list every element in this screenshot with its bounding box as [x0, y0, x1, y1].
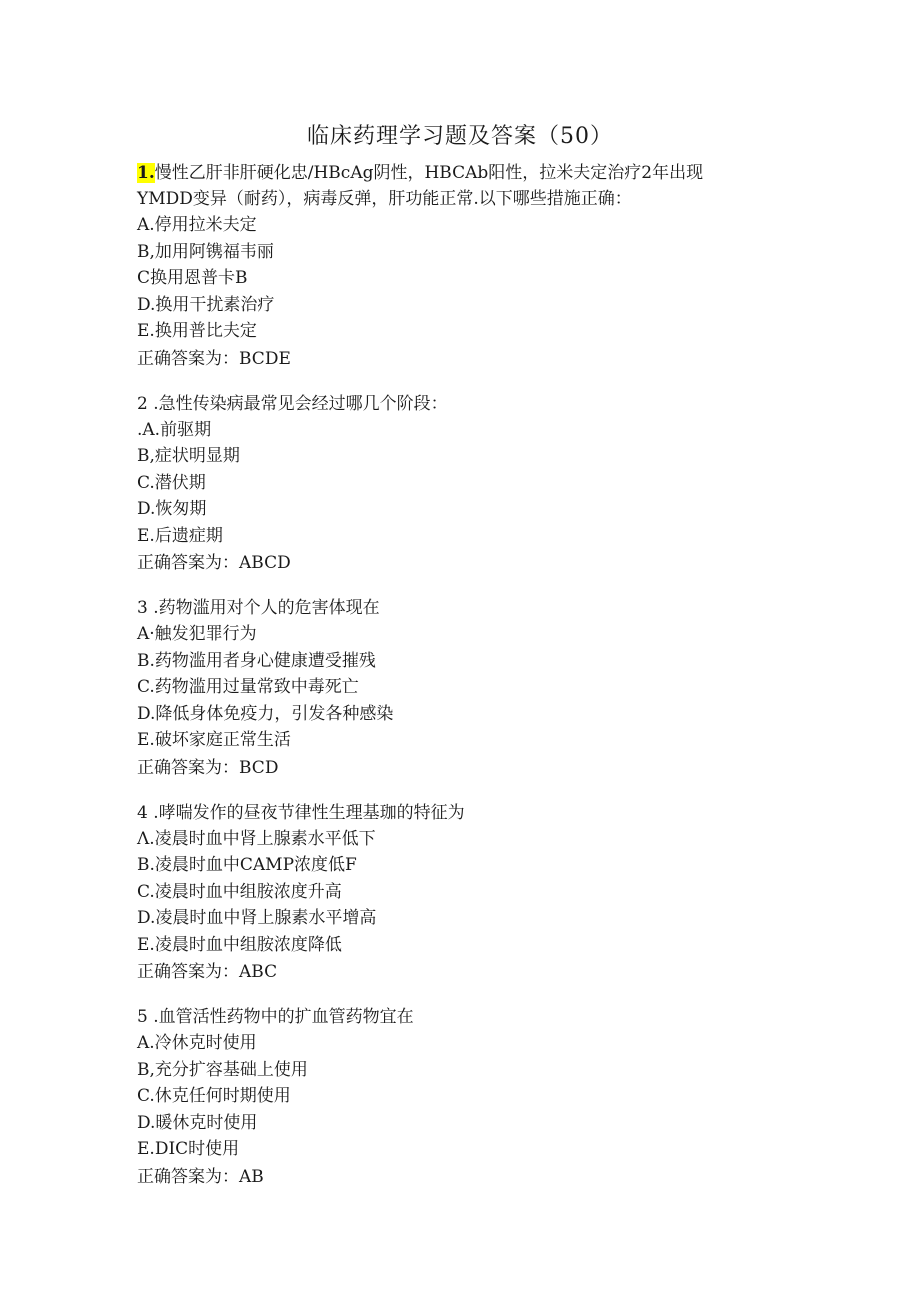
question-stem-line: [137, 160, 777, 186]
question-text: 急性传染病最常见会经过哪几个阶段：: [158, 393, 448, 414]
option-b: B.药物滥用者身心健康遭受摧残: [137, 650, 376, 671]
option-d: D.降低身体免疫力，引发各种感染: [137, 703, 394, 724]
option-b: B,症状明显期: [137, 446, 240, 466]
answer-line: 正确答案为：BCDE: [137, 348, 291, 369]
option-b: B,加用阿镌福韦丽: [137, 241, 274, 262]
question-stem-line: [137, 391, 777, 417]
question-number: 4 .: [137, 802, 159, 823]
question-number: 3 .: [137, 598, 159, 618]
option-c: C.休克任何时期使用: [137, 1086, 291, 1106]
option-a: A.停用拉米夫定: [137, 215, 257, 235]
option-d: D.暖休克时使用: [137, 1112, 258, 1133]
option-e: E.破坏家庭正常生活: [137, 730, 291, 750]
document-title: 临床药理学习题及答案（50）: [307, 124, 613, 149]
answer-line: 正确答案为：AB: [137, 1166, 264, 1187]
option-c: C.潜伏期: [137, 472, 206, 493]
question-text: 哮喘发作的昼夜节律性生理基珈的特征为: [158, 802, 465, 823]
question-number: 2 .: [137, 393, 159, 414]
question-3: [137, 595, 777, 782]
question-text: 慢性乙肝非肝硬化忠/HBcAg阴性，HBCAb阳性，拉米夫定治疗2年出现: [154, 163, 704, 183]
answer-line: 正确答案为：ABCD: [137, 553, 291, 573]
answer-line: 正确答案为：ABC: [137, 962, 278, 982]
option-e: E.后遗症期: [137, 525, 223, 546]
question-5: [137, 1004, 777, 1191]
question-text: 血管活性药物中的扩血管药物宜在: [158, 1007, 414, 1027]
question-1: [137, 160, 777, 373]
option-c: C.凌晨时血中组胺浓度升高: [137, 881, 342, 902]
option-a: A·触发犯罪行为: [137, 624, 257, 644]
question-stem-line: [137, 1004, 777, 1030]
question-list: [137, 160, 777, 1209]
option-e: E.换用普比夫定: [137, 321, 257, 341]
option-a: A.冷休克时使用: [137, 1033, 257, 1053]
option-d: D.凌晨时血中肾上腺素水平增高: [137, 908, 377, 928]
question-number: 5 .: [137, 1007, 159, 1027]
question-stem-line: [137, 595, 777, 621]
option-d: D.恢匆期: [137, 499, 207, 519]
question-4: [137, 800, 777, 987]
question-stem-line: YMDD变异（耐药），病毒反弹，肝功能正常.以下哪些措施正确：: [137, 189, 632, 209]
option-e: E.DIC时使用: [137, 1139, 240, 1159]
option-b: B.凌晨时血中CAMP浓度低F: [137, 855, 357, 875]
question-text: 药物滥用对个人的危害体现在: [158, 598, 380, 618]
option-a: Λ.凌晨时血中肾上腺素水平低下: [137, 828, 376, 849]
question-stem-line: [137, 800, 777, 826]
option-c: C换用恩普卡B: [137, 268, 248, 288]
question-2: [137, 391, 777, 578]
option-c: C.药物滥用过量常致中毒死亡: [137, 677, 359, 697]
option-a: .A.前驱期: [137, 419, 212, 440]
option-b: B,充分扩容基础上使用: [137, 1059, 308, 1080]
option-d: D.换用干扰素治疗: [137, 294, 275, 315]
answer-line: 正确答案为：BCD: [137, 757, 279, 778]
option-e: E.凌晨时血中组胺浓度降低: [137, 934, 342, 955]
question-number: 1.: [137, 163, 155, 183]
